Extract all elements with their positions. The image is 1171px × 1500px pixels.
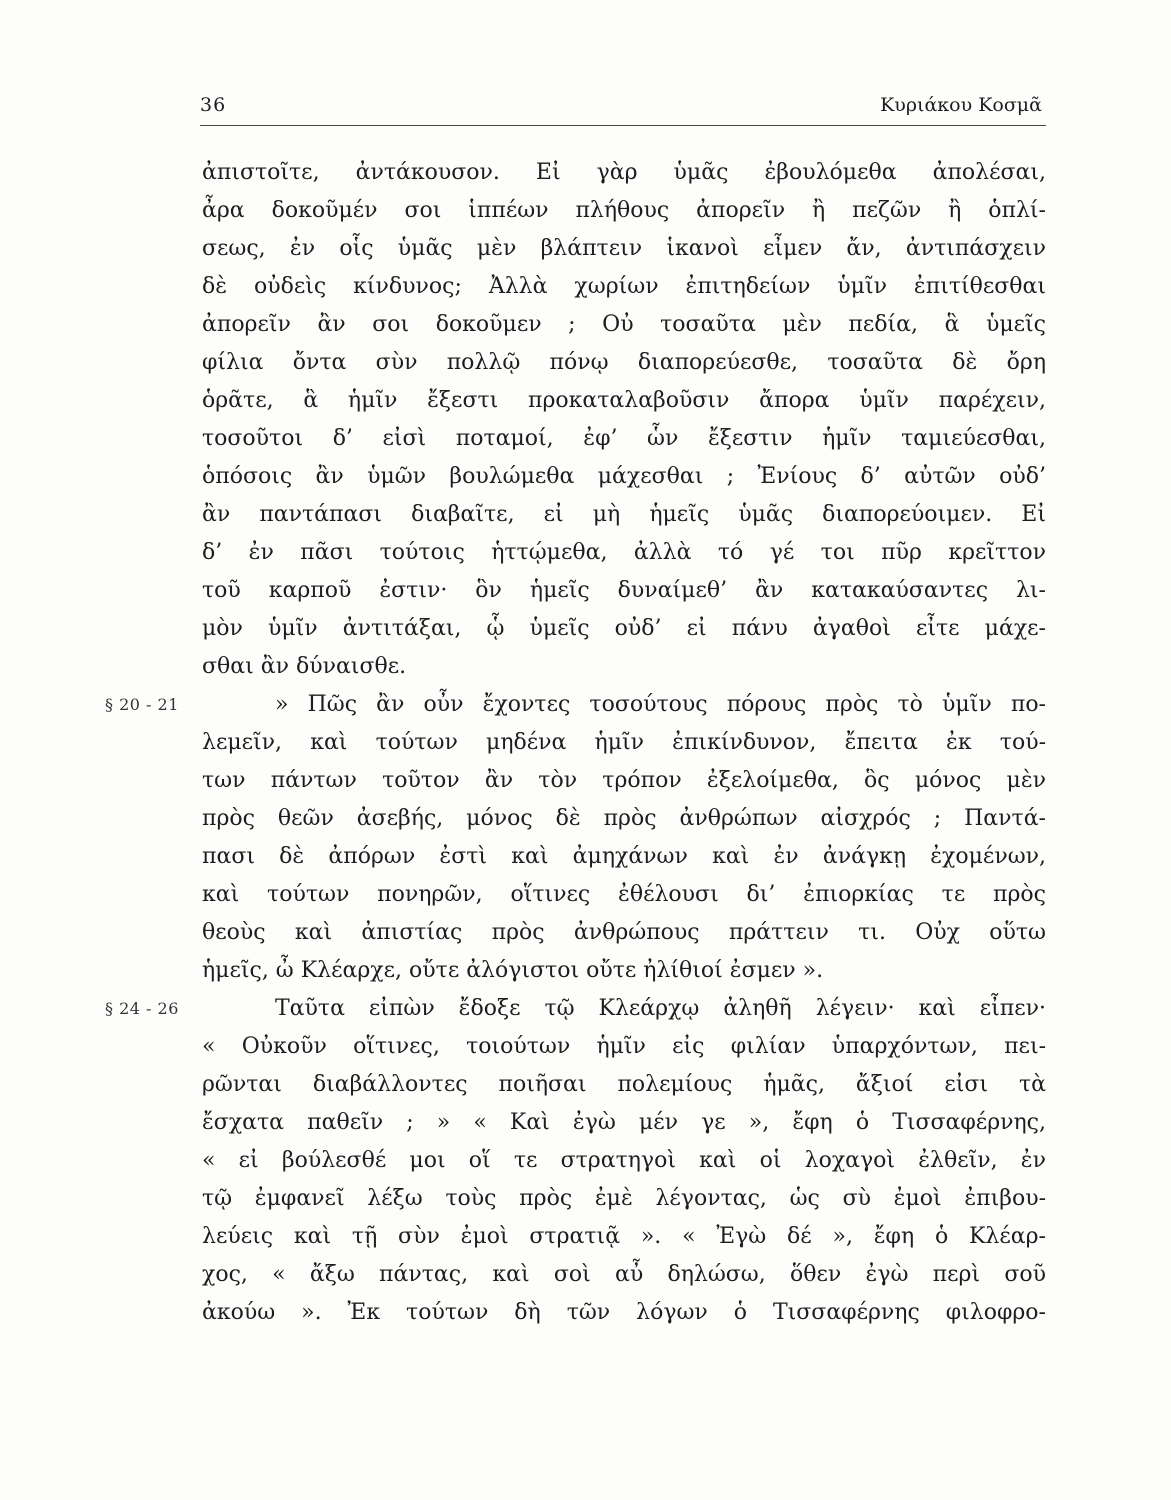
text-line	[0, 458, 1171, 496]
text-line-content: ἀκούω ». Ἐκ τούτων δὴ τῶν λόγων ὁ Τισσαφέρνης φιλοφρο-	[202, 1300, 1046, 1325]
text-line	[0, 1218, 1171, 1256]
text-line-content: σεως, ἐν οἷς ὑμᾶς μὲν βλάπτειν ἱκανοὶ εἶμεν ἄν, ἀντιπάσχειν	[202, 236, 1046, 261]
text-line-content: ὁπόσοις ἂν ὑμῶν βουλώμεθα μάχεσθαι ; Ἐνίους δ’ αὐτῶν οὐδ’	[202, 464, 1046, 489]
text-line	[0, 268, 1171, 306]
text-line-content: χος, « ἄξω πάντας, καὶ σοὶ αὖ δηλώσω, ὅθεν ἐγὼ περὶ σοῦ	[202, 1262, 1046, 1287]
text-line	[0, 800, 1171, 838]
text-line-content: « εἰ βούλεσθέ μοι οἵ τε στρατηγοὶ καὶ οἱ λοχαγοὶ ἐλθεῖν, ἐν	[202, 1148, 1046, 1173]
text-line	[0, 1066, 1171, 1104]
text-line-content: φίλια ὄντα σὺν πολλῷ πόνῳ διαπορεύεσθε, τοσαῦτα δὲ ὄρη	[202, 350, 1046, 375]
text-line-content: ρῶνται διαβάλλοντες ποιῆσαι πολεμίους ἡμᾶς, ἄξιοί εἰσι τὰ	[202, 1072, 1046, 1097]
text-line	[0, 914, 1171, 952]
text-line-content: « Οὐκοῦν οἵτινες, τοιούτων ἡμῖν εἰς φιλίαν ὑπαρχόντων, πει-	[202, 1034, 1046, 1059]
text-line	[0, 610, 1171, 648]
text-line-content: καὶ τούτων πονηρῶν, οἵτινες ἐθέλουσι δι’ ἐπιορκίας τε πρὸς	[202, 882, 1046, 907]
text-line-content: ἂν παντάπασι διαβαῖτε, εἰ μὴ ἡμεῖς ὑμᾶς διαπορεύοιμεν. Εἰ	[202, 502, 1046, 527]
text-line	[0, 496, 1171, 534]
margin-section-note: § 24 - 26	[105, 999, 179, 1018]
text-line	[0, 648, 1171, 686]
text-line	[0, 1104, 1171, 1142]
text-line	[0, 420, 1171, 458]
text-line	[0, 382, 1171, 420]
text-line	[0, 990, 1171, 1028]
text-line	[0, 1028, 1171, 1066]
text-line	[0, 154, 1171, 192]
body-text	[0, 154, 1171, 1332]
text-line	[0, 344, 1171, 382]
text-line-content: ἆρα δοκοῦμέν σοι ἱππέων πλήθους ἀπορεῖν ἢ πεζῶν ἢ ὁπλί-	[202, 198, 1046, 223]
text-line	[0, 534, 1171, 572]
text-line-content: Ταῦτα εἰπὼν ἔδοξε τῷ Κλεάρχῳ ἀληθῆ λέγειν· καὶ εἶπεν·	[275, 996, 1046, 1021]
text-line	[0, 306, 1171, 344]
text-line-content: πασι δὲ ἀπόρων ἐστὶ καὶ ἀμηχάνων καὶ ἐν ἀνάγκῃ ἐχομένων,	[202, 844, 1046, 869]
page-header	[200, 84, 1046, 124]
text-line-content: σθαι ἂν δύναισθε.	[202, 654, 407, 679]
text-line	[0, 762, 1171, 800]
text-line	[0, 952, 1171, 990]
text-line	[0, 724, 1171, 762]
text-line-content: μὸν ὑμῖν ἀντιτάξαι, ᾧ ὑμεῖς οὐδ’ εἰ πάνυ ἀγαθοὶ εἶτε μάχε-	[202, 616, 1046, 641]
text-line	[0, 572, 1171, 610]
text-line-content: δ’ ἐν πᾶσι τούτοις ἡττῴμεθα, ἀλλὰ τό γέ τοι πῦρ κρεῖττον	[202, 540, 1046, 565]
page-number: 36	[200, 94, 227, 116]
text-line-content: ὁρᾶτε, ἃ ἡμῖν ἔξεστι προκαταλαβοῦσιν ἄπορα ὑμῖν παρέχειν,	[202, 388, 1046, 413]
text-line-content: » Πῶς ἂν οὖν ἔχοντες τοσούτους πόρους πρὸς τὸ ὑμῖν πο-	[275, 692, 1046, 717]
text-line-content: τῷ ἐμφανεῖ λέξω τοὺς πρὸς ἐμὲ λέγοντας, ὡς σὺ ἐμοὶ ἐπιβου-	[202, 1186, 1046, 1211]
text-line-content: των πάντων τοῦτον ἂν τὸν τρόπον ἐξελοίμεθα, ὃς μόνος μὲν	[202, 768, 1046, 793]
text-line-content: ἀπορεῖν ἂν σοι δοκοῦμεν ; Οὐ τοσαῦτα μὲν πεδία, ἃ ὑμεῖς	[202, 312, 1046, 337]
text-line-content: δὲ οὐδεὶς κίνδυνος; Ἀλλὰ χωρίων ἐπιτηδείων ὑμῖν ἐπιτίθεσθαι	[202, 274, 1046, 299]
text-line-content: θεοὺς καὶ ἀπιστίας πρὸς ἀνθρώπους πράττειν τι. Οὐχ οὕτω	[202, 920, 1046, 945]
text-line	[0, 1294, 1171, 1332]
text-line	[0, 1256, 1171, 1294]
running-head: Κυριάκου Κοσμᾶ	[880, 94, 1042, 116]
text-line	[0, 192, 1171, 230]
text-line	[0, 1180, 1171, 1218]
text-line	[0, 686, 1171, 724]
text-line	[0, 876, 1171, 914]
text-line	[0, 230, 1171, 268]
text-line-content: λεμεῖν, καὶ τούτων μηδένα ἡμῖν ἐπικίνδυνον, ἔπειτα ἐκ τού-	[202, 730, 1046, 755]
text-line-content: ἀπιστοῖτε, ἀντάκουσον. Εἰ γὰρ ὑμᾶς ἐβουλόμεθα ἀπολέσαι,	[202, 160, 1046, 185]
margin-section-note: § 20 - 21	[105, 695, 179, 714]
text-line	[0, 1142, 1171, 1180]
text-line-content: λεύεις καὶ τῇ σὺν ἐμοὶ στρατιᾷ ». « Ἐγὼ δέ », ἔφη ὁ Κλέαρ-	[202, 1224, 1046, 1249]
text-line-content: πρὸς θεῶν ἀσεβής, μόνος δὲ πρὸς ἀνθρώπων αἰσχρός ; Παντά-	[202, 806, 1046, 831]
text-line-content: ἔσχατα παθεῖν ; » « Καὶ ἐγὼ μέν γε », ἔφη ὁ Τισσαφέρνης,	[202, 1110, 1046, 1135]
header-rule	[200, 125, 1046, 126]
text-line-content: τοσοῦτοι δ’ εἰσὶ ποταμοί, ἐφ’ ὧν ἔξεστιν ἡμῖν ταμιεύεσθαι,	[202, 426, 1046, 451]
text-line-content: ἡμεῖς, ὦ Κλέαρχε, οὔτε ἀλόγιστοι οὔτε ἠλίθιοί ἐσμεν ».	[202, 958, 824, 983]
text-line-content: τοῦ καρποῦ ἐστιν· ὃν ἡμεῖς δυναίμεθ’ ἂν κατακαύσαντες λι-	[202, 578, 1046, 603]
text-line	[0, 838, 1171, 876]
